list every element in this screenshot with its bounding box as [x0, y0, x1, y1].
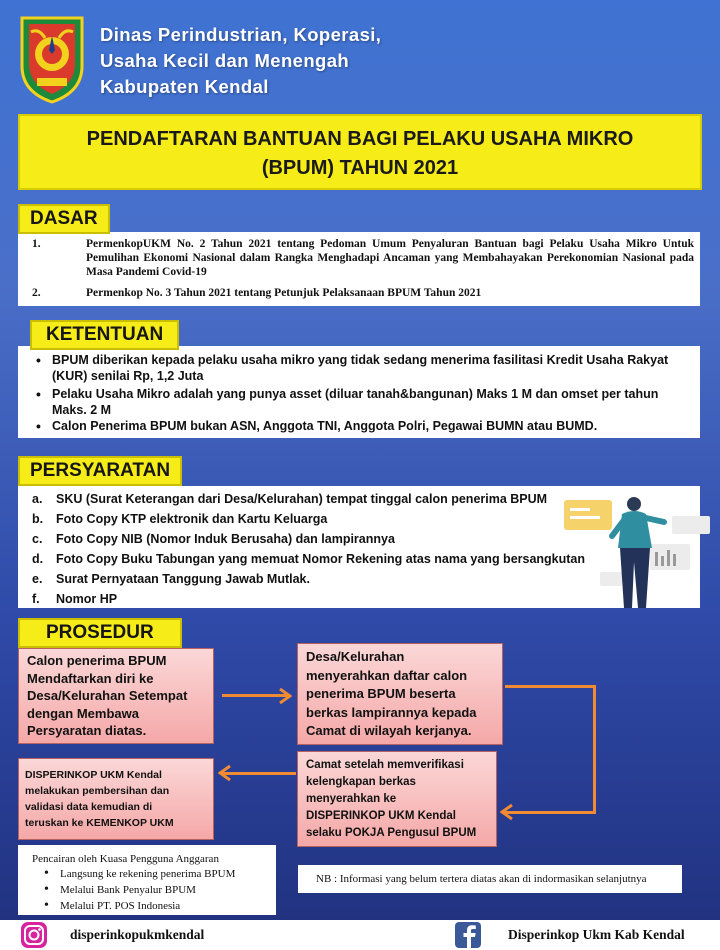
dasar-panel — [18, 232, 700, 306]
persyaratan-item — [32, 511, 327, 527]
prosedur-step-1 — [18, 648, 214, 744]
ketentuan-panel — [18, 346, 700, 438]
prosedur-step-2 — [297, 643, 503, 745]
arrow-head-left-icon — [218, 764, 232, 782]
step-4-line: validasi data kemudian di — [25, 801, 153, 813]
step-2-line: Desa/Kelurahan — [306, 649, 405, 664]
facebook-icon[interactable] — [454, 922, 482, 948]
step-3-line: menyerahkan ke — [306, 793, 397, 805]
header-line-3: Kabupaten Kendal — [100, 76, 269, 97]
step-4-line: teruskan ke KEMENKOP UKM — [25, 817, 174, 829]
step-1-line: Persyaratan diatas. — [27, 723, 147, 738]
persyaratan-letter: c. — [32, 532, 43, 546]
nb-note: NB : Informasi yang belum tertera diatas akan di indormasikan selanjutnya — [298, 865, 682, 893]
dasar-item-text: Permenkop No. 3 Tahun 2021 tentang Petunjuk Pelaksanaan BPUM Tahun 2021 — [86, 287, 482, 299]
instagram-handle[interactable]: disperinkopukmkendal — [70, 927, 205, 942]
arrow-head-left-icon — [500, 803, 514, 821]
step-3-line: selaku POKJA Pengusul BPUM — [306, 827, 477, 839]
persyaratan-text: Foto Copy KTP elektronik dan Kartu Keluarga — [56, 512, 328, 526]
persyaratan-letter: a. — [32, 492, 43, 506]
pencairan-item: • Langsung ke rekening penerima BPUM — [26, 867, 235, 881]
step-3-line: kelengkapan berkas — [306, 776, 416, 788]
step-2-line: berkas lampirannya kepada — [306, 704, 477, 720]
dasar-item-number: 1. — [32, 238, 41, 250]
persyaratan-text: Foto Copy Buku Tabungan yang memuat Nomor Rekening atas nama yang bersangkutan — [56, 552, 586, 566]
section-label-persyaratan: PERSYARATAN — [18, 456, 182, 486]
step-3-line: DISPERINKOP UKM Kendal — [306, 810, 456, 822]
pencairan-title: Pencairan oleh Kuasa Pengguna Anggaran — [32, 853, 219, 865]
step-1-line: dengan Membawa — [27, 705, 139, 721]
header-line-1: Dinas Perindustrian, Koperasi, — [100, 24, 382, 45]
dasar-item-number: 2. — [32, 287, 41, 299]
persyaratan-letter: d. — [32, 552, 44, 566]
step-1-line: Desa/Kelurahan Setempat — [27, 688, 188, 703]
pencairan-box — [18, 845, 276, 915]
step-2-line: Camat di wilayah kerjanya. — [306, 723, 472, 738]
persyaratan-item — [32, 491, 547, 507]
arrow-head-right-icon — [278, 687, 292, 705]
title-line-2: (BPUM) TAHUN 2021 — [261, 157, 459, 179]
section-label-prosedur: PROSEDUR — [18, 618, 182, 648]
step-1-line: Calon penerima BPUM — [27, 653, 167, 668]
step-1-line: Mendaftarkan diri ke — [27, 670, 154, 686]
section-label-ketentuan: KETENTUAN — [30, 320, 179, 350]
pencairan-item: • Melalui Bank Penyalur BPUM — [26, 883, 196, 897]
ketentuan-item: • BPUM diberikan kepada pelaku usaha mikro yang tidak sedang menerima fasilitasi Kredit Usaha Rakyat (KUR) senilai Rp, 1,2 Juta — [18, 352, 690, 384]
persyaratan-letter: e. — [32, 572, 43, 586]
persyaratan-item — [32, 571, 310, 587]
persyaratan-letter: f. — [32, 592, 40, 606]
arrow-step3-to-step4 — [222, 772, 296, 775]
header-line-2: Usaha Kecil dan Menengah — [100, 50, 350, 71]
footer-bar — [0, 920, 720, 950]
step-2-line: penerima BPUM beserta — [306, 686, 456, 701]
dasar-item — [18, 237, 694, 279]
prosedur-step-3 — [297, 751, 497, 847]
agency-header — [100, 22, 381, 100]
persyaratan-item — [32, 551, 585, 567]
persyaratan-letter: b. — [32, 512, 44, 526]
dasar-item — [18, 286, 694, 300]
section-label-dasar: DASAR — [18, 204, 110, 234]
pencairan-item: • Melalui PT. POS Indonesia — [26, 899, 180, 913]
instagram-icon[interactable] — [18, 922, 50, 948]
step-4-line: DISPERINKOP UKM Kendal — [25, 769, 162, 781]
step-2-line: menyerahkan daftar calon — [306, 667, 468, 683]
persyaratan-item — [32, 591, 117, 607]
persyaratan-text: Nomor HP — [56, 592, 118, 606]
title-line-1: PENDAFTARAN BANTUAN BAGI PELAKU USAHA MIKRO — [86, 128, 634, 150]
persyaratan-item — [32, 531, 395, 547]
arrow-step2-connector-bottom — [504, 811, 596, 814]
arrow-step2-connector-top — [505, 685, 595, 688]
ketentuan-item: • Calon Penerima BPUM bukan ASN, Anggota TNI, Anggota Polri, Pegawai BUMN atau BUMD. — [18, 418, 690, 434]
persyaratan-text: Foto Copy NIB (Nomor Induk Berusaha) dan lampirannya — [56, 532, 395, 546]
persyaratan-text: SKU (Surat Keterangan dari Desa/Kelurahan) tempat tinggal calon penerima BPUM — [56, 492, 548, 506]
title-banner — [18, 114, 702, 190]
ketentuan-item: • Pelaku Usaha Mikro adalah yang punya asset (diluar tanah&bangunan) Maks 1 M dan omset per tahun Maks. 2 M — [18, 386, 690, 418]
arrow-step2-connector-down — [593, 685, 596, 813]
prosedur-step-4 — [18, 758, 214, 840]
step-3-line: Camat setelah memverifikasi — [306, 759, 464, 771]
kabupaten-kendal-logo — [17, 14, 87, 104]
persyaratan-text: Surat Pernyataan Tanggung Jawab Mutlak. — [56, 572, 310, 586]
person-charts-illustration — [560, 492, 712, 610]
facebook-page-name[interactable]: Disperinkop Ukm Kab Kendal — [508, 927, 685, 942]
dasar-item-text: PermenkopUKM No. 2 Tahun 2021 tentang Pedoman Umum Penyaluran Bantuan bagi Pelaku Usaha Mikro Untuk Pemulihan Ekonomi Nasional dalam Rangka Menghadapi Ancaman yang Membahayakan Perekonomian Nasional pada Masa Pandemi Covid-19 — [86, 238, 694, 278]
step-4-line: melakukan pembersihan dan — [25, 785, 170, 797]
